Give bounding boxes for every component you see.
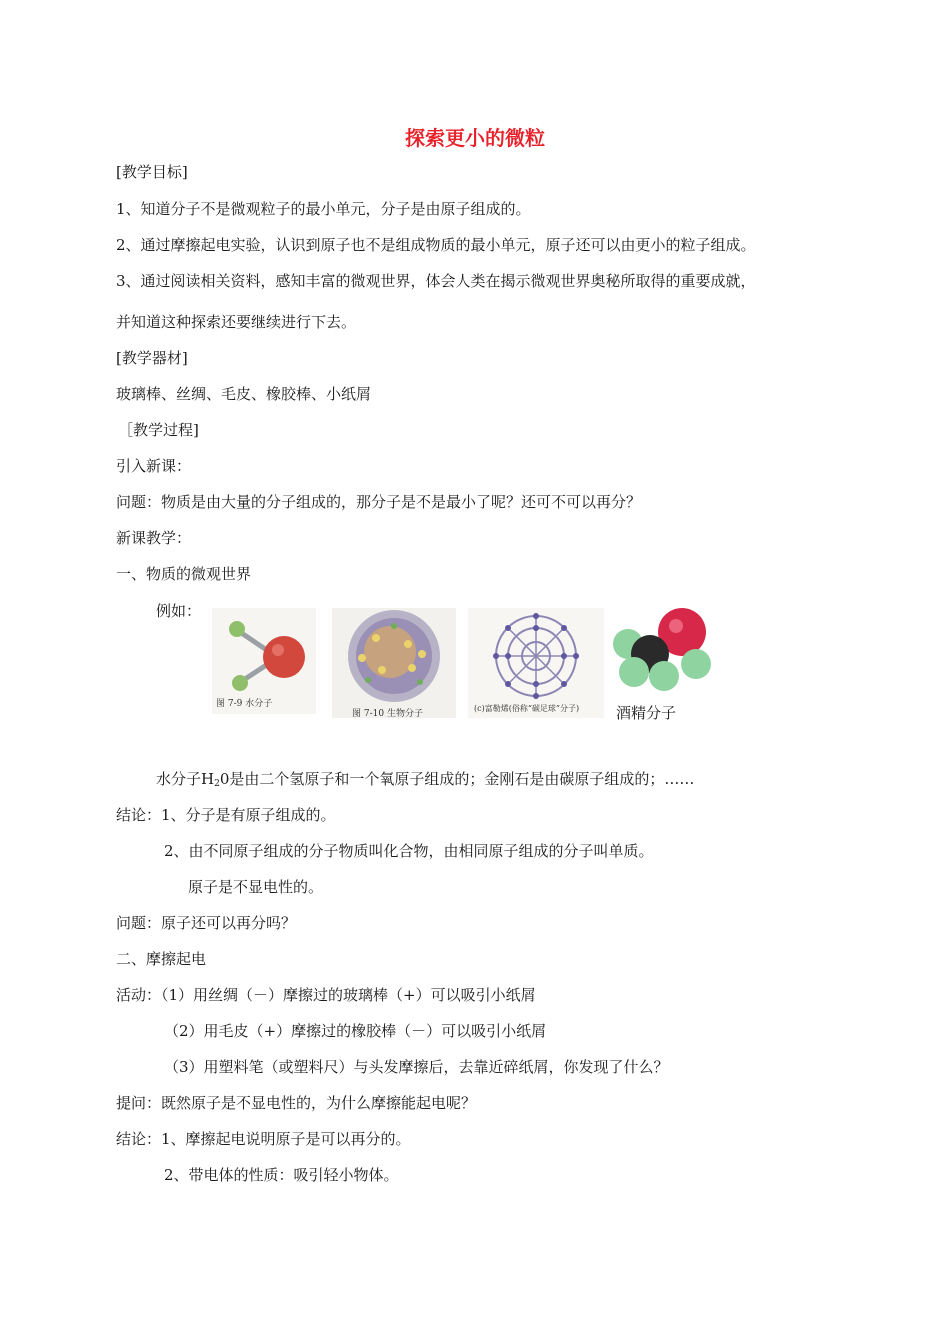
goal-item: 1、知道分子不是微观粒子的最小单元，分子是由原子组成的。 xyxy=(116,200,531,218)
question-2: 问题：原子还可以再分吗？ xyxy=(116,914,297,932)
goal-item: 2、通过摩擦起电实验，认识到原子也不是组成物质的最小单元，原子还可以由更小的粒子组成。 xyxy=(116,236,756,254)
water-molecule-figure xyxy=(212,608,316,714)
goals-heading: [教学目标] xyxy=(116,163,188,181)
process-heading: ［教学过程] xyxy=(118,421,199,439)
conclusion-1b: 2、由不同原子组成的分子物质叫化合物，由相同原子组成的分子叫单质。 xyxy=(164,842,654,860)
figure-caption: (c)富勒烯(俗称“碳足球”分子) xyxy=(474,704,580,713)
question-1: 问题：物质是由大量的分子组成的，那分子是不是最小了呢？还可不可以再分？ xyxy=(116,493,642,511)
water-subscript: 2 xyxy=(214,779,220,789)
activity-3: （3）用塑料笔（或塑料尺）与头发摩擦后，去靠近碎纸屑，你发现了什么？ xyxy=(164,1058,669,1076)
conclusion-2b: 2、带电体的性质：吸引轻小物体。 xyxy=(164,1166,399,1184)
activity-1: 活动：（1）用丝绸（－）摩擦过的玻璃棒（+）可以吸引小纸屑 xyxy=(116,986,536,1004)
fullerene-figure xyxy=(468,608,604,718)
bio-molecule-figure xyxy=(332,608,456,718)
conclusion-1: 结论：1、分子是有原子组成的。 xyxy=(116,806,336,824)
ethanol-molecule-figure xyxy=(606,606,716,692)
section-2-heading: 二、摩擦起电 xyxy=(116,950,207,968)
ask: 提问：既然原子是不显电性的，为什么摩擦能起电呢？ xyxy=(116,1094,477,1112)
water-description xyxy=(156,770,694,793)
water-text-post: 0是由二个氢原子和一个氧原子组成的；金刚石是由碳原子组成的；…… xyxy=(219,770,695,788)
page-title: 探索更小的微粒 xyxy=(405,126,545,150)
conclusion-1c: 原子是不显电性的。 xyxy=(188,878,324,896)
materials-text: 玻璃棒、丝绸、毛皮、橡胶棒、小纸屑 xyxy=(116,385,372,403)
ethanol-caption: 酒精分子 xyxy=(616,704,677,722)
example-label: 例如： xyxy=(156,602,202,620)
figure-caption: 图 7-10 生物分子 xyxy=(352,709,423,719)
intro-label: 引入新课： xyxy=(116,457,192,475)
materials-heading: [教学器材] xyxy=(116,349,188,367)
figure-caption: 图 7-9 水分子 xyxy=(216,699,273,709)
conclusion-2: 结论：1、摩擦起电说明原子是可以再分的。 xyxy=(116,1130,411,1148)
goal-item: 并知道这种探索还要继续进行下去。 xyxy=(116,313,357,331)
goal-item: 3、通过阅读相关资料，感知丰富的微观世界，体会人类在揭示微观世界奥秘所取得的重要成就， xyxy=(116,272,756,290)
activity-2: （2）用毛皮（+）摩擦过的橡胶棒（－）可以吸引小纸屑 xyxy=(164,1022,547,1040)
water-text-pre: 水分子H xyxy=(156,770,215,788)
section-1-heading: 一、物质的微观世界 xyxy=(116,565,252,583)
new-lesson-label: 新课教学： xyxy=(116,529,192,547)
